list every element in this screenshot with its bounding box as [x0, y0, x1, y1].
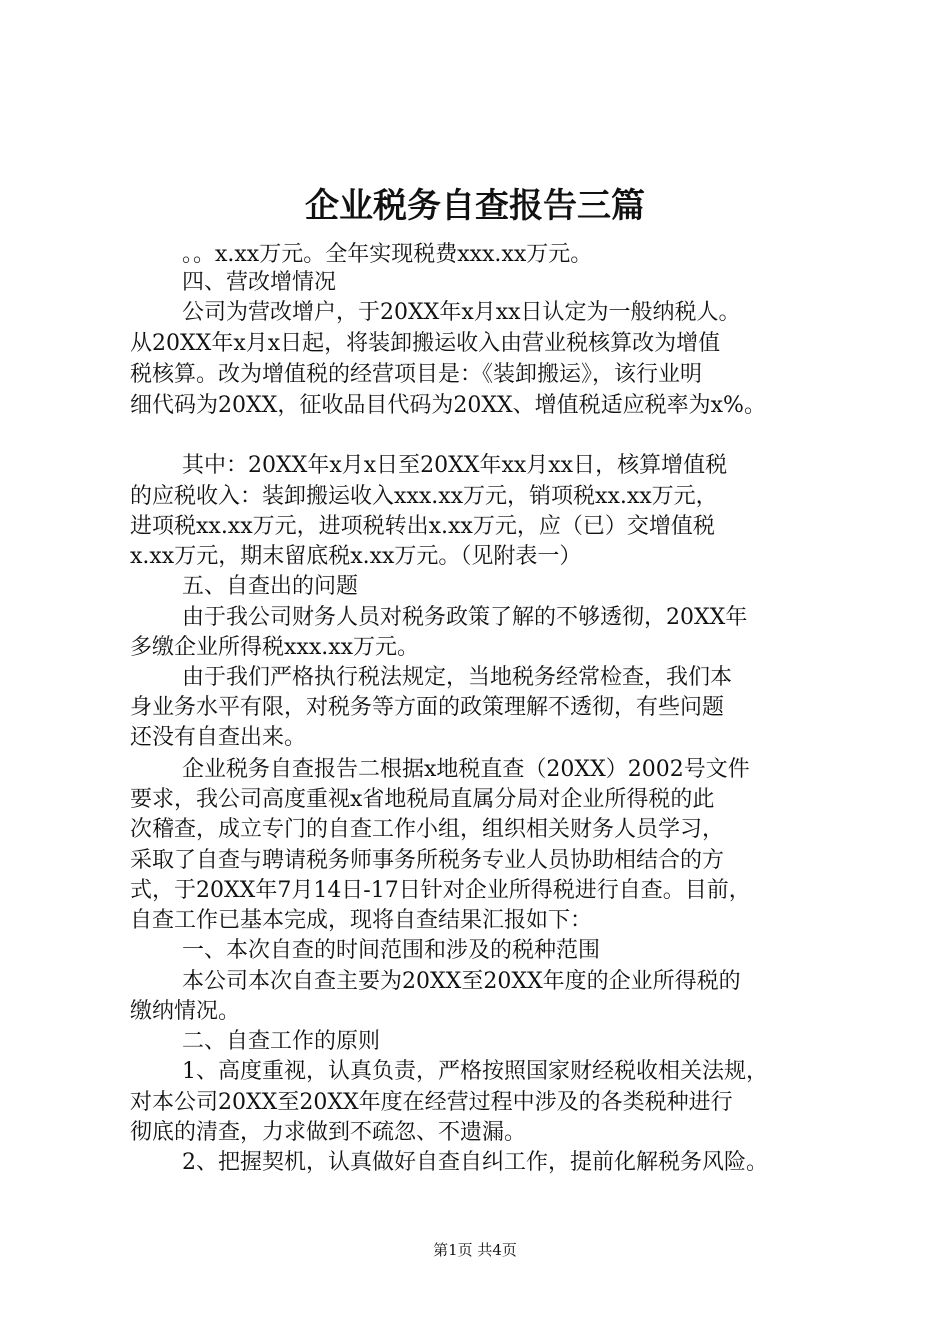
section-heading: 四、营改增情况 [182, 270, 337, 295]
section-heading: 二、自查工作的原则 [182, 1029, 381, 1054]
paragraph-line: 本公司本次自查主要为20XX至20XX年度的企业所得税的 [182, 969, 741, 994]
paragraph-line: 彻底的清查，力求做到不疏忽、不遗漏。 [130, 1120, 527, 1145]
paragraph-line: 进项税xx.xx万元，进项税转出x.xx万元，应（已）交增值税 [130, 514, 715, 539]
paragraph-line: 由于我们严格执行税法规定，当地税务经常检查，我们本 [182, 665, 733, 690]
paragraph-line: 自查工作已基本完成，现将自查结果汇报如下： [130, 908, 593, 933]
paragraph-line: 细代码为20XX，征收品目代码为20XX、增值税适应税率为x%。 [130, 393, 766, 418]
section-heading: 五、自查出的问题 [182, 574, 359, 599]
paragraph-line: 1、高度重视，认真负责，严格按照国家财经税收相关法规， [182, 1059, 768, 1084]
page-footer: 第1页 共4页 [433, 1241, 517, 1259]
paragraph-line: 对本公司20XX至20XX年度在经营过程中涉及的各类税种进行 [130, 1090, 733, 1115]
paragraph-line: x.xx万元，期末留底税x.xx万元。（见附表一） [130, 544, 582, 569]
paragraph-line: 身业务水平有限，对税务等方面的政策理解不透彻，有些问题 [130, 695, 725, 720]
paragraph-line: 其中：20XX年x月x日至20XX年xx月xx日，核算增值税 [182, 453, 728, 478]
paragraph-line: 多缴企业所得税xxx.xx万元。 [130, 635, 420, 660]
paragraph-line: 。。x.xx万元。全年实现税费xxx.xx万元。 [182, 242, 593, 267]
paragraph-line: 2、把握契机，认真做好自查自纠工作，提前化解税务风险。 [182, 1150, 768, 1175]
paragraph-line: 公司为营改增户，于20XX年x月xx日认定为一般纳税人。 [182, 300, 741, 325]
paragraph-line: 缴纳情况。 [130, 999, 241, 1024]
paragraph-line: 要求，我公司高度重视x省地税局直属分局对企业所得税的此 [130, 787, 715, 812]
paragraph-line: 式，于20XX年7月14日-17日针对企业所得税进行自查。目前， [130, 878, 751, 903]
paragraph-line: 由于我公司财务人员对税务政策了解的不够透彻，20XX年 [182, 605, 748, 630]
paragraph-line: 的应税收入：装卸搬运收入xxx.xx万元，销项税xx.xx万元， [130, 484, 718, 509]
paragraph-line: 从20XX年x月x日起，将装卸搬运收入由营业税核算改为增值 [130, 331, 721, 356]
paragraph-line: 企业税务自查报告二根据x地税直查（20XX）2002号文件 [182, 757, 750, 782]
paragraph-line: 采取了自查与聘请税务师事务所税务专业人员协助相结合的方 [130, 848, 725, 873]
paragraph-line: 次稽查，成立专门的自查工作小组，组织相关财务人员学习， [130, 817, 725, 842]
document-title: 企业税务自查报告三篇 [305, 186, 645, 226]
paragraph-line: 税核算。改为增值税的经营项目是：《装卸搬运》，该行业明 [130, 362, 703, 387]
paragraph-line: 还没有自查出来。 [130, 725, 307, 750]
section-heading: 一、本次自查的时间范围和涉及的税种范围 [182, 938, 601, 963]
